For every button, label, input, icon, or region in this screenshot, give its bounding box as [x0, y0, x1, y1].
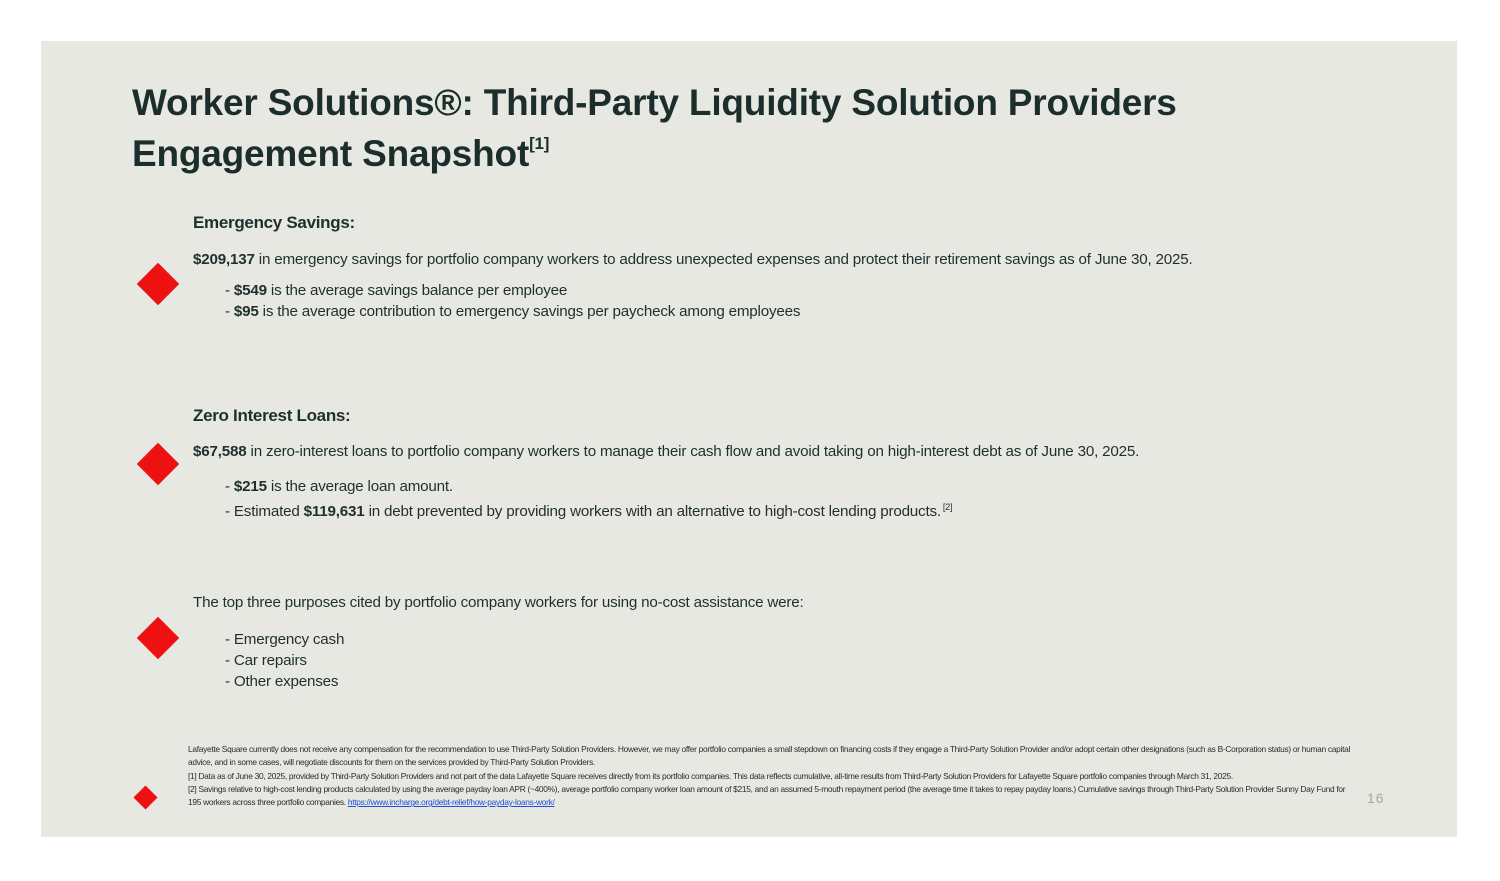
zero-interest-loans-list — [193, 476, 1139, 522]
disclaimer-text: Lafayette Square currently does not receive any compensation for the recommendation to use Third-Party Solution Providers. However, we may offer portfolio companies a small stepdown on financing costs if they engage a Third-Party Solution Provider and/or adopt certain other designations (such as B-Corporation status) or human capital advice, and in some cases, will negotiate discounts for them on the services provided by Third-Party Solution Providers. — [188, 744, 1351, 768]
title-footnote-ref: [1] — [529, 134, 550, 153]
payday-loans-link[interactable]: https://www.incharge.org/debt-relief/how-payday-loans-work/ — [347, 797, 555, 808]
footnote-1: [1] Data as of June 30, 2025, provided by Third-Party Solution Providers and not part of the data Lafayette Square receives directly from its portfolio companies. This data reflects cumulative, all-time results from Third-Party Solution Providers for Lafayette Square portfolio companies through March 31, 2025. — [188, 770, 1233, 781]
emergency-savings-list — [193, 280, 1193, 322]
list-item: - Estimated $119,631 in debt prevented by providing workers with an alternative to high-cost lending products. [2] — [225, 502, 953, 520]
zero-interest-loans-amount: $67,588 — [193, 443, 247, 460]
emergency-savings-lead — [193, 250, 1193, 270]
zero-interest-loans-lead-text: in zero-interest loans to portfolio company workers to manage their cash flow and avoid taking on high-interest debt as of June 30, 2025. — [246, 443, 1140, 460]
footnotes — [188, 743, 1358, 809]
emergency-savings-lead-text: in emergency savings for portfolio company workers to address unexpected expenses and protect their retirement savings as of June 30, 2025. — [254, 251, 1193, 268]
emergency-savings-section — [193, 212, 1193, 322]
emergency-savings-amount: $209,137 — [193, 251, 255, 268]
purposes-section — [193, 593, 804, 692]
slide-title — [132, 77, 1177, 179]
red-diamond-icon — [137, 443, 179, 485]
purposes-lead: The top three purposes cited by portfolio company workers for using no-cost assistance were: — [193, 594, 804, 611]
zero-interest-loans-heading: Zero Interest Loans: — [193, 406, 351, 425]
red-diamond-icon — [133, 785, 157, 809]
page-number: 16 — [1367, 790, 1385, 806]
list-item: - Car repairs — [225, 652, 307, 669]
footnote-2: [2] Savings relative to high-cost lending products calculated by using the average payday loan APR (~400%), average portfolio company worker loan amount of $215, and an assumed 5-mouth repayment period (the average time it takes to repay payday loans.) Cumulative savings through Third-Party Solution Provider Sunny Day Fund for 195 workers across three portfolio companies. https://www.incharge.org/debt-relief/how-payday-loans-work/ — [188, 783, 1346, 808]
list-item: - $549 is the average savings balance per employee — [225, 282, 568, 299]
red-diamond-icon — [137, 617, 179, 659]
red-diamond-icon — [137, 263, 179, 305]
list-item: - $95 is the average contribution to emergency savings per paycheck among employees — [225, 303, 801, 320]
list-item: - Other expenses — [225, 673, 339, 690]
title-line-1: Worker Solutions®: Third-Party Liquidity Solution Providers — [132, 82, 1177, 123]
list-item: - Emergency cash — [225, 631, 345, 648]
footnote-ref: [2] — [942, 502, 953, 512]
slide — [41, 41, 1457, 837]
title-line-2: Engagement Snapshot — [132, 133, 530, 174]
purposes-list — [193, 629, 804, 692]
emergency-savings-heading: Emergency Savings: — [193, 213, 355, 232]
zero-interest-loans-section — [193, 405, 1139, 522]
list-item: - $215 is the average loan amount. — [225, 478, 453, 495]
zero-interest-loans-lead — [193, 442, 1139, 462]
